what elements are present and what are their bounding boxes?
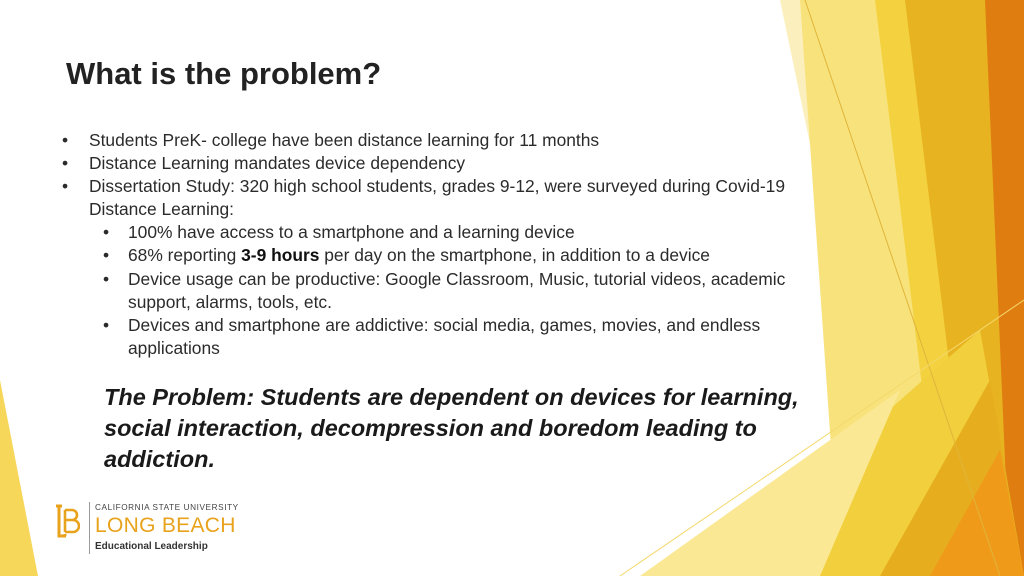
sub-bullet-text: per day on the smartphone, in addition to a device bbox=[319, 245, 710, 266]
sub-bullet-item: • 100% have access to a smartphone and a learning device bbox=[103, 221, 802, 244]
sub-bullet-item: • Device usage can be productive: Google Classroom, Music, tutorial videos, academic support, alarms, tools, etc. bbox=[103, 268, 802, 314]
highlighted-hours: 3-9 hours bbox=[241, 245, 320, 266]
lb-monogram-icon bbox=[52, 504, 80, 540]
bullet-item: • Students PreK- college have been distance learning for 11 months bbox=[62, 129, 802, 152]
sub-bullet-list bbox=[89, 221, 802, 360]
bullet-text: Dissertation Study: 320 high school students, grades 9-12, were surveyed during Covid-19 Distance Learning: bbox=[89, 176, 786, 220]
logo-university: CALIFORNIA STATE UNIVERSITY bbox=[95, 503, 239, 512]
sub-bullet-item: • Devices and smartphone are addictive: social media, games, movies, and endless applications bbox=[103, 314, 802, 360]
csulb-logo bbox=[52, 500, 272, 560]
logo-department: Educational Leadership bbox=[95, 541, 208, 552]
slide-title: What is the problem? bbox=[66, 56, 382, 91]
bullet-item-study bbox=[62, 175, 802, 360]
logo-campus: LONG BEACH bbox=[95, 514, 236, 537]
problem-statement: The Problem: Students are dependent on devices for learning, social interaction, decompression and boredom leading to addiction. bbox=[104, 384, 799, 472]
sub-bullet-item bbox=[103, 244, 802, 267]
logo-divider bbox=[89, 502, 90, 554]
sub-bullet-text: 68% reporting bbox=[128, 245, 242, 266]
bullet-list bbox=[62, 129, 802, 360]
bullet-item: • Distance Learning mandates device dependency bbox=[62, 152, 802, 175]
left-yellow-sliver bbox=[0, 380, 38, 576]
